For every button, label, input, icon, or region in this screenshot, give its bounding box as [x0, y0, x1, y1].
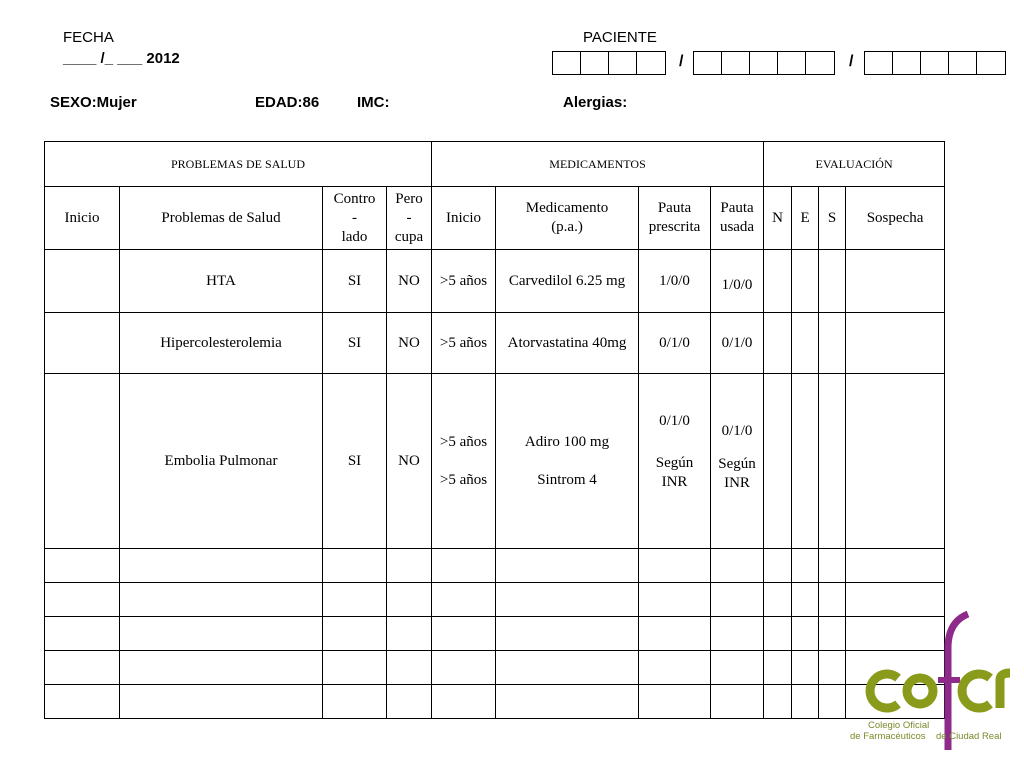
col-controlado-line: lado: [341, 228, 368, 245]
col-pauta-usada-header: [711, 187, 764, 250]
paciente-box: [609, 52, 637, 74]
col-controlado-header: [323, 187, 387, 250]
paciente-box: [806, 52, 834, 74]
paciente-box-group-1: [552, 51, 666, 75]
cell-sospecha: [846, 250, 945, 313]
cell-preocupa: NO: [387, 250, 432, 313]
cell-s: [819, 313, 846, 374]
col-inicio-header: Inicio: [45, 187, 120, 250]
paciente-box: [949, 52, 977, 74]
empty-row: [45, 549, 945, 583]
col-pauta-prescrita-line: prescrita: [648, 219, 701, 235]
cell-pauta-line: INR: [661, 474, 688, 490]
cell-medicamento: Carvedilol 6.25 mg: [496, 250, 639, 313]
col-n-header: N: [764, 187, 792, 250]
logo-line-2: de Farmacéuticos: [850, 731, 926, 742]
col-pauta-usada-line: usada: [719, 219, 755, 235]
col-s-header: S: [819, 187, 846, 250]
cell-pauta-line: 0/1/0: [721, 422, 753, 439]
section-medicamentos-header: MEDICAMENTOS: [432, 142, 764, 187]
paciente-box: [865, 52, 893, 74]
cell-pauta-line: Según: [718, 455, 756, 472]
cell-inicio-line: >5 años: [439, 433, 488, 450]
paciente-box: [977, 52, 1005, 74]
cell-s: [819, 374, 846, 549]
empty-row: [45, 651, 945, 685]
paciente-slash-1: /: [679, 53, 684, 70]
cell-medicamento: [496, 374, 639, 549]
cell-inicio: [45, 250, 120, 313]
paciente-box-group-2: [693, 51, 835, 75]
empty-row: [45, 583, 945, 617]
col-medicamento-line: (p.a.): [551, 219, 583, 235]
col-controlado-line: -: [352, 209, 357, 226]
edad-field: EDAD:86: [255, 94, 320, 111]
col-sospecha-header: Sospecha: [846, 187, 945, 250]
section-problemas-header: PROBLEMAS DE SALUD: [45, 142, 432, 187]
paciente-box: [921, 52, 949, 74]
col-problemas-header: Problemas de Salud: [120, 187, 323, 250]
alergias-field: Alergias:: [563, 94, 628, 111]
sexo-field: SEXO:Mujer: [50, 94, 137, 111]
col-pauta-prescrita-line: Pauta: [657, 200, 692, 216]
fecha-label: FECHA: [63, 29, 114, 46]
table-row: [45, 250, 945, 313]
col-medicamento-header: [496, 187, 639, 250]
health-problems-table: [44, 141, 945, 719]
cell-sospecha: [846, 374, 945, 549]
cell-medicamento: Atorvastatina 40mg: [496, 313, 639, 374]
paciente-box: [694, 52, 722, 74]
col-preocupa-line: cupa: [394, 228, 424, 245]
paciente-box: [893, 52, 921, 74]
cell-preocupa: NO: [387, 313, 432, 374]
cell-pauta-prescrita: [639, 374, 711, 549]
cell-pauta-prescrita: 0/1/0: [639, 313, 711, 374]
paciente-box: [553, 52, 581, 74]
cell-preocupa: NO: [387, 374, 432, 549]
paciente-box: [581, 52, 609, 74]
cell-pauta-line: Según: [655, 455, 694, 471]
cell-pauta-prescrita: 1/0/0: [639, 250, 711, 313]
imc-field: IMC:: [357, 94, 390, 111]
cell-n: [764, 250, 792, 313]
empty-row: [45, 685, 945, 719]
empty-row: [45, 617, 945, 651]
cell-inicio: [45, 313, 120, 374]
fecha-value: ____ /_ ___ 2012: [63, 50, 180, 67]
paciente-box: [722, 52, 750, 74]
section-evaluacion-header: EVALUACIÓN: [764, 142, 945, 187]
cell-inicio-med: [432, 374, 496, 549]
col-controlado-line: Contro: [333, 190, 376, 207]
cell-inicio-line: >5 años: [439, 471, 488, 488]
cell-sospecha: [846, 313, 945, 374]
cell-pauta-line: INR: [724, 474, 750, 491]
logo-line-3: de Ciudad Real: [936, 731, 1002, 742]
paciente-label: PACIENTE: [583, 29, 657, 46]
table-row: [45, 374, 945, 549]
cell-inicio: [45, 374, 120, 549]
cell-pauta-usada: [711, 374, 764, 549]
cell-e: [792, 374, 819, 549]
col-preocupa-line: -: [406, 209, 412, 226]
cell-inicio-med: >5 años: [432, 250, 496, 313]
cell-controlado: SI: [323, 374, 387, 549]
col-preocupa-line: Pero: [395, 190, 423, 207]
cell-inicio-med: >5 años: [432, 313, 496, 374]
cell-controlado: SI: [323, 250, 387, 313]
cell-e: [792, 313, 819, 374]
col-e-header: E: [792, 187, 819, 250]
cell-medicamento-line: Adiro 100 mg: [524, 433, 610, 450]
col-pauta-prescrita-header: [639, 187, 711, 250]
cell-problema: HTA: [120, 250, 323, 313]
cell-n: [764, 313, 792, 374]
paciente-box-group-3: [864, 51, 1006, 75]
col-pauta-usada-line: Pauta: [720, 200, 754, 216]
paciente-slash-2: /: [849, 53, 854, 70]
cell-e: [792, 250, 819, 313]
table-row: [45, 313, 945, 374]
paciente-box: [750, 52, 778, 74]
cell-pauta-usada: 1/0/0: [711, 250, 764, 313]
col-inicio-med-header: Inicio: [432, 187, 496, 250]
cell-s: [819, 250, 846, 313]
logo-line-1: Colegio Oficial: [868, 720, 930, 731]
paciente-box: [778, 52, 806, 74]
cell-problema: Hipercolesterolemia: [120, 313, 323, 374]
col-preocupa-header: [387, 187, 432, 250]
cell-controlado: SI: [323, 313, 387, 374]
cell-problema: Embolia Pulmonar: [120, 374, 323, 549]
col-medicamento-line: Medicamento: [525, 200, 609, 216]
paciente-box: [637, 52, 665, 74]
cell-medicamento-line: Sintrom 4: [537, 471, 597, 488]
cell-pauta-usada: 0/1/0: [711, 313, 764, 374]
cell-n: [764, 374, 792, 549]
cell-pauta-line: 0/1/0: [659, 413, 690, 429]
